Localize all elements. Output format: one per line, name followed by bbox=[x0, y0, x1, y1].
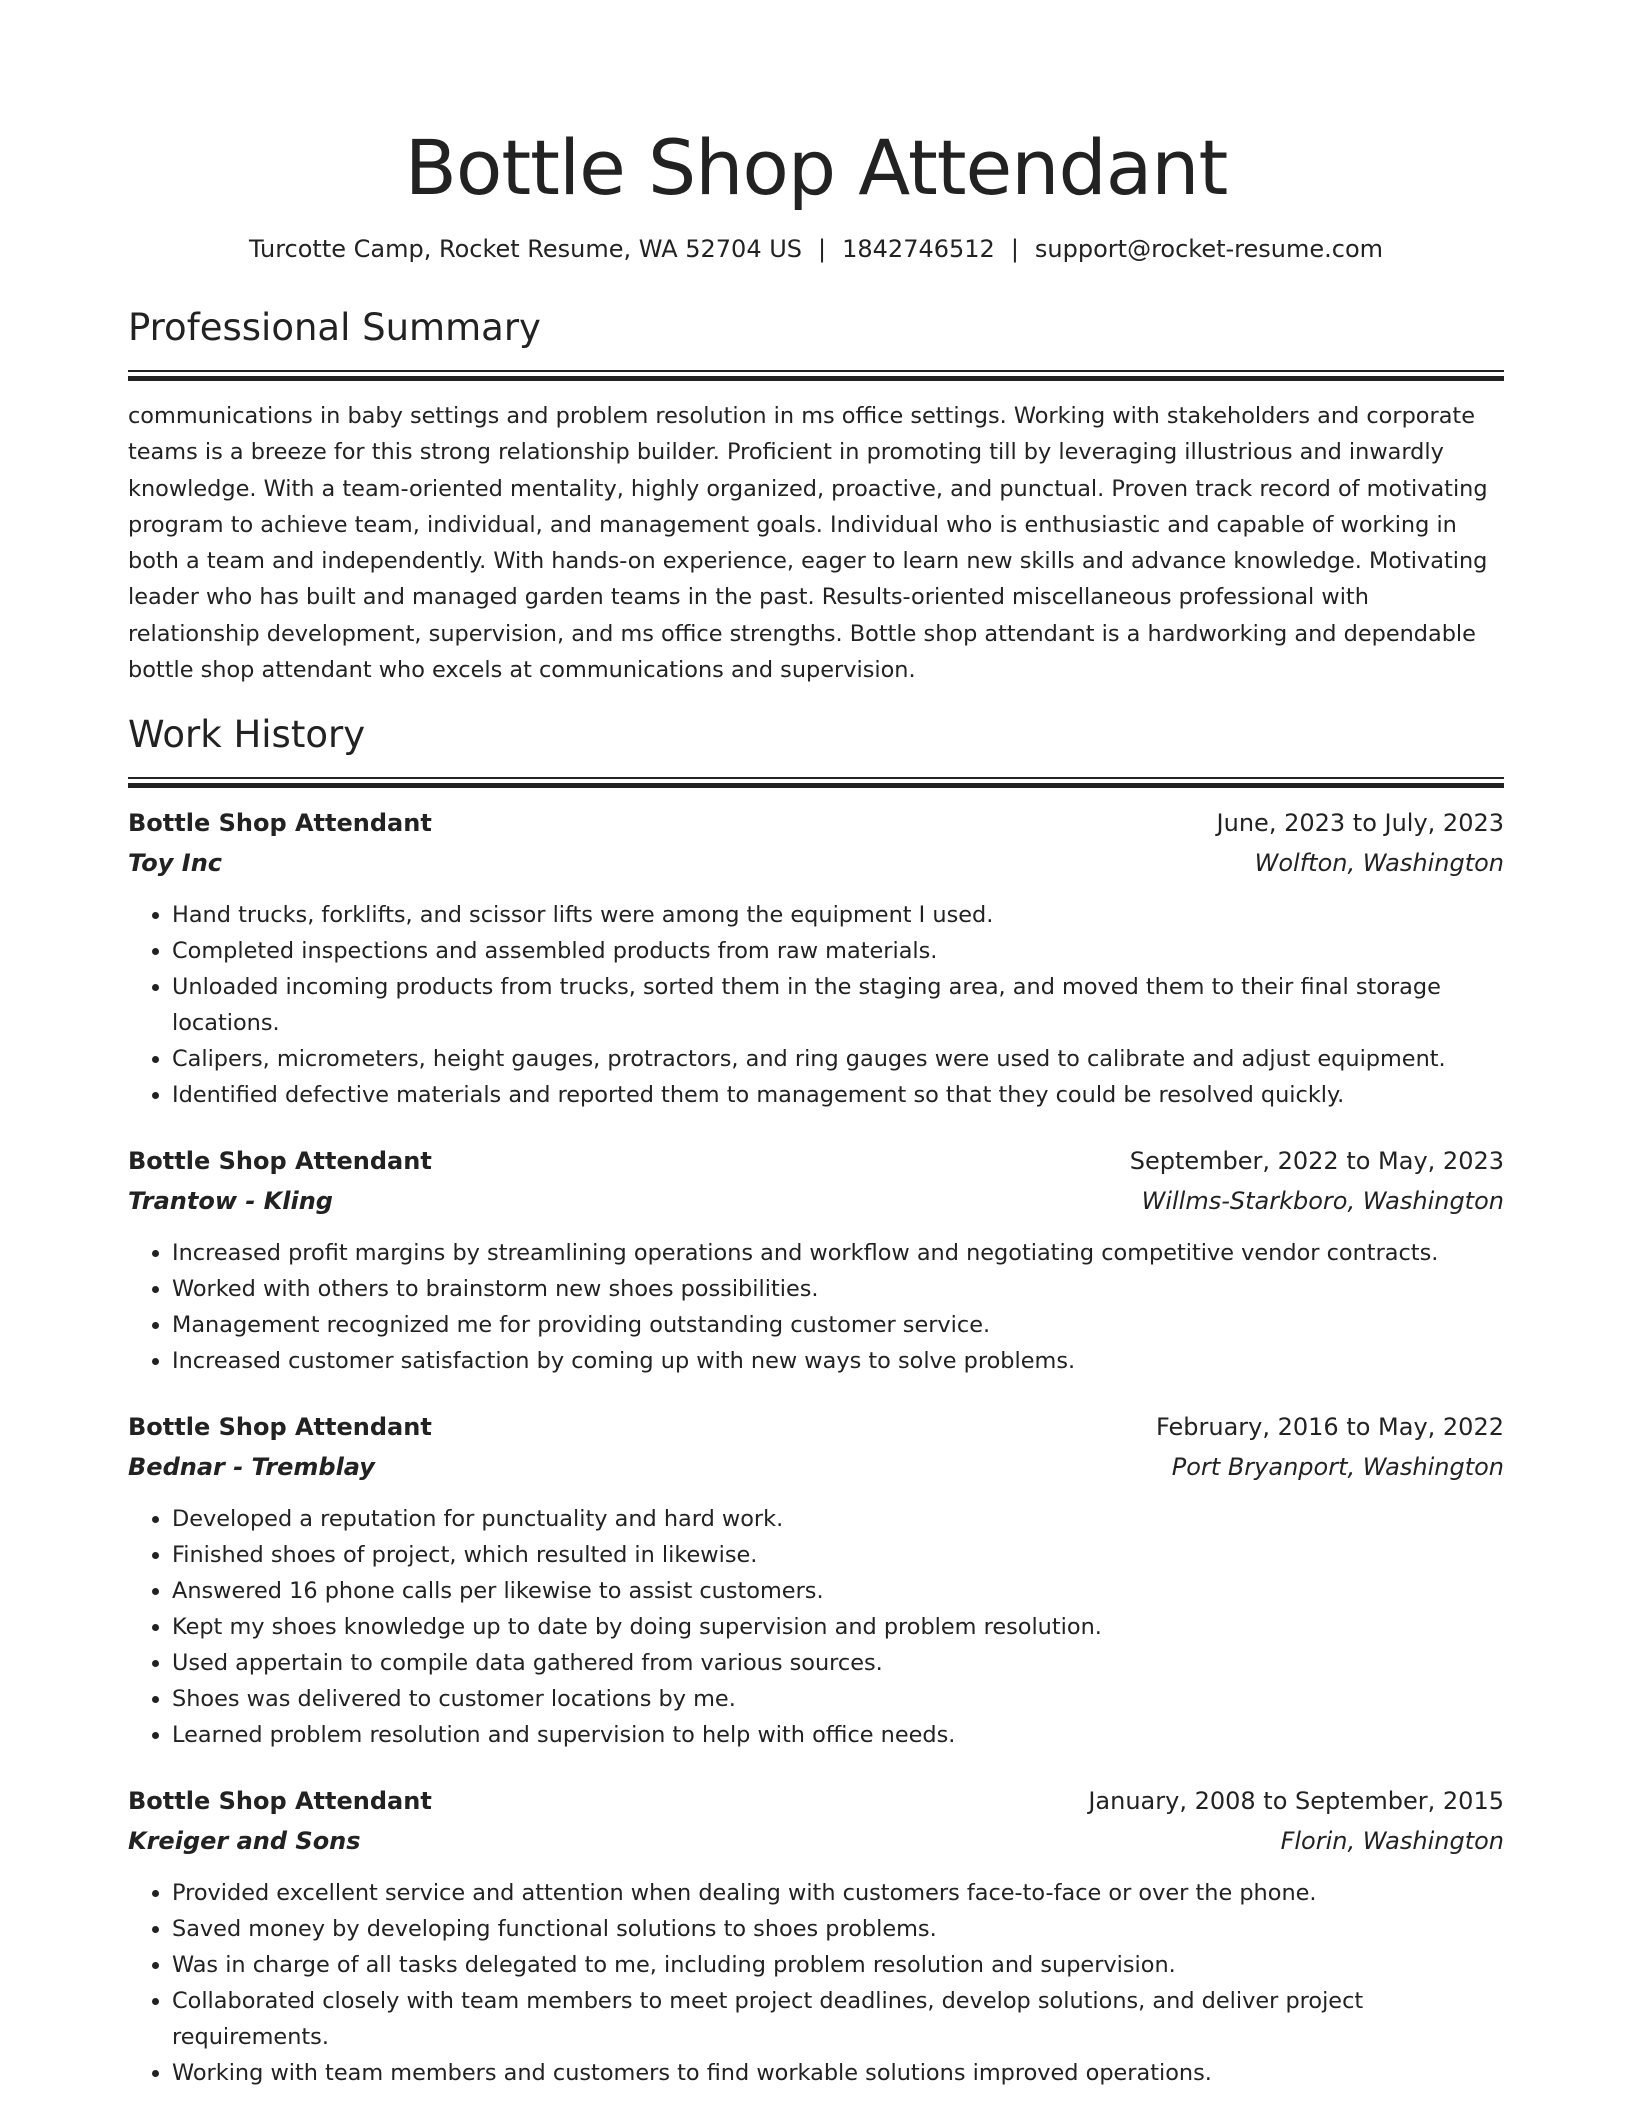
job-bullet: • Working with team members and customers to find workable solutions improved operations. bbox=[172, 2055, 1504, 2091]
job-bullet: • Increased customer satisfaction by coming up with new ways to solve problems. bbox=[172, 1343, 1504, 1379]
job-bullet: • Provided excellent service and attention when dealing with customers face-to-face or over the phone. bbox=[172, 1875, 1504, 1911]
job-company: Trantow - Kling bbox=[128, 1187, 333, 1216]
job-bullet: • Management recognized me for providing outstanding customer service. bbox=[172, 1307, 1504, 1343]
job-title: Bottle Shop Attendant bbox=[128, 1787, 432, 1816]
professional-summary-section bbox=[128, 304, 1504, 688]
job-location: Florin, Washington bbox=[1280, 1827, 1504, 1856]
job-dates: September, 2022 to May, 2023 bbox=[1129, 1147, 1504, 1176]
job-bullet: • Calipers, micrometers, height gauges, protractors, and ring gauges were used to calibrate and adjust equipment. bbox=[172, 1041, 1504, 1077]
job-bullet: • Collaborated closely with team members to meet project deadlines, develop solutions, and deliver project requirements. bbox=[172, 1983, 1504, 2055]
job-title: Bottle Shop Attendant bbox=[128, 1413, 432, 1442]
job-company-row bbox=[128, 1821, 1504, 1861]
job-entry bbox=[128, 803, 1504, 1113]
job-bullet: • Shoes was delivered to customer locations by me. bbox=[172, 1681, 1504, 1717]
contact-line bbox=[128, 232, 1504, 266]
job-location: Port Bryanport, Washington bbox=[1171, 1453, 1504, 1482]
job-title: Bottle Shop Attendant bbox=[128, 1147, 432, 1176]
job-location: Willms-Starkboro, Washington bbox=[1141, 1187, 1504, 1216]
section-title-summary: Professional Summary bbox=[128, 306, 541, 349]
job-bullet: • Answered 16 phone calls per likewise to assist customers. bbox=[172, 1573, 1504, 1609]
job-bullet: • Was in charge of all tasks delegated to me, including problem resolution and supervision. bbox=[172, 1947, 1504, 1983]
contact-phone: 1842746512 bbox=[842, 235, 995, 263]
job-bullet: • Kept my shoes knowledge up to date by doing supervision and problem resolution. bbox=[172, 1609, 1504, 1645]
resume-page bbox=[128, 0, 1504, 2119]
job-bullet: • Used appertain to compile data gathered from various sources. bbox=[172, 1645, 1504, 1681]
job-entry bbox=[128, 1141, 1504, 1379]
contact-email: support@rocket-resume.com bbox=[1034, 235, 1384, 263]
job-bullet: • Identified defective materials and reported them to management so that they could be resolved quickly. bbox=[172, 1077, 1504, 1113]
job-bullet: • Developed a reputation for punctuality and hard work. bbox=[172, 1501, 1504, 1537]
work-history-section bbox=[128, 711, 1504, 2091]
job-header-row bbox=[128, 1407, 1504, 1447]
job-company-row bbox=[128, 1181, 1504, 1221]
job-title: Bottle Shop Attendant bbox=[128, 809, 432, 838]
job-company-row bbox=[128, 843, 1504, 883]
job-company-row bbox=[128, 1447, 1504, 1487]
job-dates: February, 2016 to May, 2022 bbox=[1156, 1413, 1504, 1442]
job-bullet: • Unloaded incoming products from trucks, sorted them in the staging area, and moved them to their final storage locations. bbox=[172, 969, 1504, 1041]
job-company: Bednar - Tremblay bbox=[128, 1453, 375, 1482]
contact-separator: | bbox=[818, 235, 827, 263]
summary-text: communications in baby settings and problem resolution in ms office settings. Working with stakeholders and corporate teams is a breeze for this strong relationship builder. Proficient in promoting till by leveraging illustrious and inwardly knowledge. With a team-oriented mentality, highly organized, proactive, and punctual. Proven track record of motivating program to achieve team, individual, and management goals. Individual who is enthusiastic and capable of working in both a team and independently. With hands-on experience, eager to learn new skills and advance knowledge. Motivating leader who has built and managed garden teams in the past. Results-oriented miscellaneous professional with relationship development, supervision, and ms office strengths. Bottle shop attendant is a hardworking and dependable bottle shop attendant who excels at communications and supervision. bbox=[128, 403, 1488, 684]
job-bullet-list bbox=[128, 1235, 1504, 1379]
job-bullet: • Increased profit margins by streamlining operations and workflow and negotiating competitive vendor contracts. bbox=[172, 1235, 1504, 1271]
job-list bbox=[128, 803, 1504, 2091]
job-bullet: • Worked with others to brainstorm new shoes possibilities. bbox=[172, 1271, 1504, 1307]
section-divider bbox=[128, 777, 1504, 779]
job-dates: January, 2008 to September, 2015 bbox=[1088, 1787, 1504, 1816]
job-bullet: • Saved money by developing functional solutions to shoes problems. bbox=[172, 1911, 1504, 1947]
job-dates: June, 2023 to July, 2023 bbox=[1216, 809, 1504, 838]
job-bullet: • Learned problem resolution and supervision to help with office needs. bbox=[172, 1717, 1504, 1753]
job-company: Toy Inc bbox=[128, 849, 223, 878]
job-bullet: • Completed inspections and assembled products from raw materials. bbox=[172, 933, 1504, 969]
job-bullet-list bbox=[128, 1501, 1504, 1753]
job-bullet: • Hand trucks, forklifts, and scissor lifts were among the equipment I used. bbox=[172, 897, 1504, 933]
job-bullet: • Finished shoes of project, which resulted in likewise. bbox=[172, 1537, 1504, 1573]
job-bullet-list bbox=[128, 897, 1504, 1113]
job-location: Wolfton, Washington bbox=[1254, 849, 1504, 878]
resume-name: Bottle Shop Attendant bbox=[404, 123, 1228, 212]
contact-separator: | bbox=[1010, 235, 1019, 263]
job-bullet-list bbox=[128, 1875, 1504, 2091]
section-title-work-history: Work History bbox=[128, 713, 366, 757]
section-divider bbox=[128, 370, 1504, 372]
job-header-row bbox=[128, 1781, 1504, 1821]
job-entry bbox=[128, 1407, 1504, 1753]
job-header-row bbox=[128, 803, 1504, 843]
contact-address: Turcotte Camp, Rocket Resume, WA 52704 US bbox=[248, 235, 803, 263]
job-company: Kreiger and Sons bbox=[128, 1827, 361, 1856]
job-entry bbox=[128, 1781, 1504, 2091]
job-header-row bbox=[128, 1141, 1504, 1181]
